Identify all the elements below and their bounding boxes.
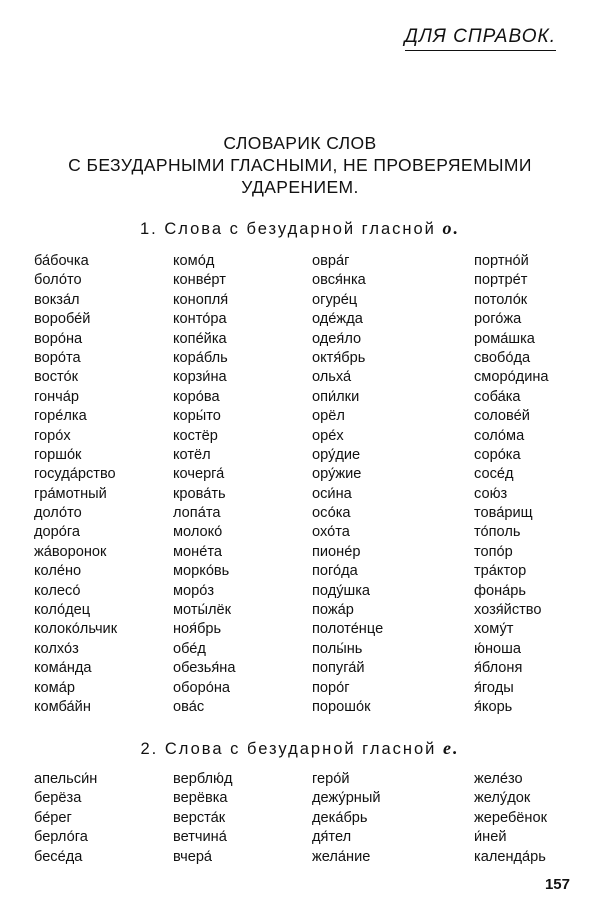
word-entry: рома́шка [474, 330, 535, 347]
title-line-3: УДАРЕНИЕМ. [241, 177, 359, 197]
word-entry: ольха́ [312, 369, 352, 386]
word-entry: гра́мотный [34, 485, 107, 502]
word-entry: жеребёнок [474, 809, 547, 826]
section-vowel: о. [442, 218, 460, 238]
word-entry: доро́га [34, 524, 80, 541]
word-entry: желе́зо [474, 771, 523, 787]
word-entry: хому́т [474, 621, 514, 638]
dictionary-title [0, 132, 600, 198]
title-line-1: СЛОВАРИК СЛОВ [223, 133, 377, 153]
word-entry: ветчина́ [173, 829, 227, 846]
word-entry: крова́ть [173, 485, 226, 502]
word-entry: пионе́р [312, 543, 361, 560]
word-entry: осо́ка [312, 505, 351, 522]
title-line-2: С БЕЗУДАРНЫМИ ГЛАСНЫМИ, НЕ ПРОВЕРЯЕМЫМИ [68, 155, 532, 175]
word-entry: вчера́ [173, 848, 213, 865]
word-entry: коро́ва [173, 388, 220, 405]
word-entry: боло́то [34, 272, 82, 289]
word-entry: моты́лёк [173, 602, 232, 619]
word-entry: рого́жа [474, 311, 522, 328]
word-entry: вокза́л [34, 291, 80, 308]
word-entry: доло́то [34, 505, 82, 522]
word-entry: ю́ноша [474, 640, 521, 657]
word-entry: опи́лки [312, 388, 360, 405]
word-entry: конто́ра [173, 311, 227, 328]
word-entry: жела́ние [312, 848, 371, 865]
word-entry: воро́та [34, 349, 81, 366]
section-number: 2. [140, 740, 159, 758]
word-entry: бесе́да [34, 848, 83, 865]
word-entry: поду́шка [312, 582, 371, 599]
word-entry: апельси́н [34, 771, 98, 787]
section-heading-e [0, 738, 600, 759]
word-entry: конве́рт [173, 272, 226, 289]
word-list-o [34, 252, 574, 717]
word-entry: моро́з [173, 582, 215, 599]
word-entry: полы́нь [312, 640, 363, 657]
word-entry: колесо́ [34, 582, 81, 599]
word-entry: колхо́з [34, 640, 79, 657]
word-entry: обезья́на [173, 660, 236, 677]
word-entry: соба́ка [474, 388, 521, 405]
word-entry: и́ней [474, 829, 507, 846]
word-list-e [34, 770, 574, 867]
word-entry: комба́йн [34, 698, 91, 715]
word-entry: дежу́рный [312, 790, 381, 807]
word-entry: лопа́та [173, 505, 221, 522]
word-entry: коло́дец [34, 602, 91, 619]
word-entry: воро́на [34, 330, 83, 347]
word-entry: овся́нка [312, 272, 366, 289]
word-entry: поро́г [312, 679, 350, 696]
word-entry: восто́к [34, 369, 79, 386]
word-entry: коры́то [173, 408, 221, 425]
word-entry: пожа́р [312, 602, 354, 619]
word-entry: костёр [173, 427, 218, 444]
word-entry: моне́та [173, 543, 222, 560]
word-entry: воробе́й [34, 311, 91, 328]
word-entry: оборо́на [173, 679, 230, 696]
word-entry: верблю́д [173, 771, 233, 787]
word-entry: пого́да [312, 563, 358, 580]
word-entry: горшо́к [34, 446, 82, 463]
word-entry: госуда́рство [34, 466, 116, 483]
section-heading-text: Слова с безударной гласной [164, 220, 436, 238]
word-entry: желу́док [474, 790, 531, 807]
running-header: ДЛЯ СПРАВОК. [405, 26, 557, 51]
word-entry: сою́з [474, 485, 508, 502]
word-entry: колоко́льчик [34, 621, 118, 638]
word-entry: горо́х [34, 427, 71, 444]
word-entry: овра́г [312, 253, 350, 269]
word-entry: корзи́на [173, 369, 227, 386]
word-entry: ору́дие [312, 446, 361, 463]
word-entry: молоко́ [173, 524, 223, 541]
word-entry: верёвка [173, 790, 228, 807]
word-entry: одея́ло [312, 330, 362, 347]
word-entry: тра́ктор [474, 563, 527, 580]
word-entry: ова́с [173, 698, 205, 715]
word-entry: копе́йка [173, 330, 227, 347]
word-entry: то́поль [474, 524, 521, 541]
word-entry: свобо́да [474, 349, 531, 366]
word-entry: фона́рь [474, 582, 527, 599]
word-entry: кора́бль [173, 349, 228, 366]
word-entry: попуга́й [312, 660, 365, 677]
word-entry: хозя́йство [474, 602, 542, 619]
word-entry: кочерга́ [173, 466, 225, 483]
word-entry: портре́т [474, 272, 528, 289]
word-entry: солове́й [474, 408, 530, 425]
word-entry: берло́га [34, 829, 88, 846]
word-entry: я́корь [474, 698, 513, 715]
word-entry: жа́воронок [34, 543, 107, 560]
word-entry: дека́брь [312, 809, 368, 826]
word-entry: октя́брь [312, 349, 366, 366]
word-entry: соро́ка [474, 446, 521, 463]
word-entry: оси́на [312, 485, 352, 502]
section-number: 1. [140, 220, 158, 238]
word-entry: оде́жда [312, 311, 363, 328]
section-vowel: е. [442, 738, 460, 758]
word-entry: коле́но [34, 563, 82, 580]
word-entry: сосе́д [474, 466, 514, 483]
word-entry: кома́р [34, 679, 75, 696]
word-entry: соло́ма [474, 427, 525, 444]
word-entry: потоло́к [474, 291, 528, 308]
word-entry: горе́лка [34, 408, 87, 425]
word-entry: сморо́дина [474, 369, 549, 386]
word-entry: обе́д [173, 640, 206, 657]
word-entry: конопля́ [173, 291, 229, 308]
word-entry: ноя́брь [173, 621, 222, 638]
word-entry: това́рищ [474, 505, 533, 522]
word-entry: огуре́ц [312, 291, 358, 308]
word-entry: календа́рь [474, 848, 546, 865]
section-heading-o [0, 218, 600, 239]
word-entry: геро́й [312, 771, 350, 787]
word-entry: охо́та [312, 524, 350, 541]
word-entry: орёл [312, 408, 345, 425]
word-entry: котёл [173, 446, 211, 463]
word-entry: гонча́р [34, 388, 80, 405]
word-entry: я́годы [474, 679, 514, 696]
word-entry: комо́д [173, 253, 215, 269]
word-entry: полоте́нце [312, 621, 384, 638]
word-entry: ба́бочка [34, 253, 89, 269]
section-heading-text: Слова с безударной гласной [164, 740, 437, 758]
word-entry: дя́тел [312, 829, 352, 846]
word-entry: портно́й [474, 253, 529, 269]
word-entry: бе́рег [34, 809, 72, 826]
word-entry: кома́нда [34, 660, 92, 677]
word-entry: топо́р [474, 543, 513, 560]
word-entry: ору́жие [312, 466, 362, 483]
word-entry: берёза [34, 790, 82, 807]
word-entry: оре́х [312, 427, 344, 444]
page-number: 157 [544, 876, 570, 893]
word-entry: верста́к [173, 809, 226, 826]
word-entry: морко́вь [173, 563, 230, 580]
word-entry: порошо́к [312, 698, 371, 715]
word-entry: я́блоня [474, 660, 523, 677]
